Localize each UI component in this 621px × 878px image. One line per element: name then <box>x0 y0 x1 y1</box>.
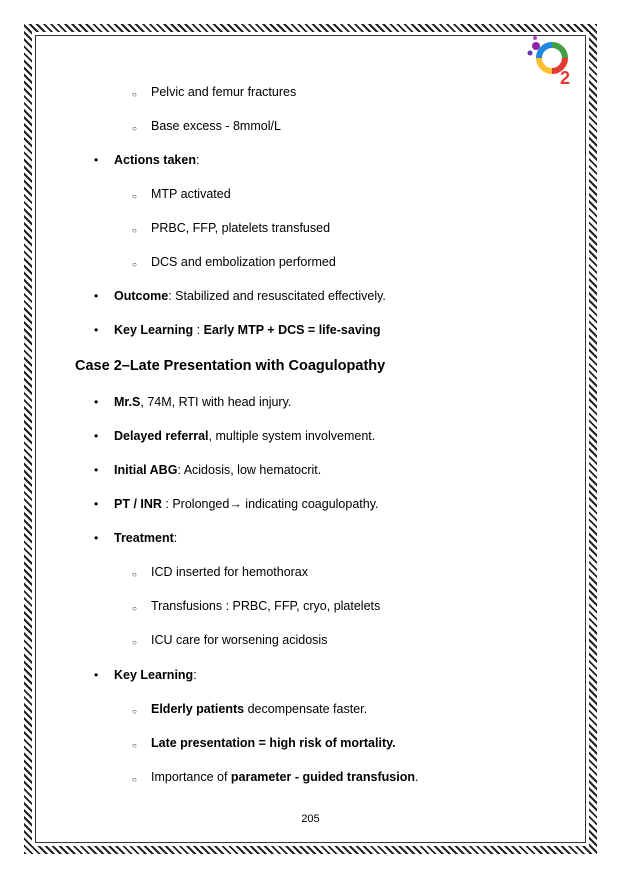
list-item: Delayed referral, multiple system involvement. <box>114 429 376 443</box>
circle-bullet-icon: ○ <box>132 124 137 133</box>
list-item: DCS and embolization performed <box>151 255 336 269</box>
list-item-actions: Actions taken: <box>114 153 200 167</box>
disc-bullet-icon: • <box>94 153 99 167</box>
list-item: PT / INR : Prolonged→ indicating coagulopathy. <box>114 497 379 511</box>
disc-bullet-icon: • <box>94 668 99 682</box>
disc-bullet-icon: • <box>94 323 99 337</box>
disc-bullet-icon: • <box>94 289 99 303</box>
circle-bullet-icon: ○ <box>132 90 137 99</box>
disc-bullet-icon: • <box>94 395 99 409</box>
circle-bullet-icon: ○ <box>132 775 137 784</box>
circle-bullet-icon: ○ <box>132 570 137 579</box>
svg-text:2: 2 <box>560 68 571 88</box>
circle-bullet-icon: ○ <box>132 638 137 647</box>
list-item-outcome: Outcome: Stabilized and resuscitated effectively. <box>114 289 386 303</box>
o2-logo-icon <box>522 36 578 88</box>
list-item: PRBC, FFP, platelets transfused <box>151 221 331 235</box>
circle-bullet-icon: ○ <box>132 707 137 716</box>
list-item: Importance of parameter - guided transfusion. <box>151 770 419 784</box>
circle-bullet-icon: ○ <box>132 226 137 235</box>
list-item-key-learning: Key Learning : Early MTP + DCS = life-saving <box>114 323 381 337</box>
circle-bullet-icon: ○ <box>132 741 137 750</box>
list-item: Transfusions : PRBC, FFP, cryo, platelets <box>151 599 381 613</box>
list-item: Key Learning: <box>114 668 197 682</box>
list-item: Mr.S, 74M, RTI with head injury. <box>114 395 292 409</box>
list-item: Late presentation = high risk of mortality. <box>151 736 396 750</box>
list-item: ICU care for worsening acidosis <box>151 633 328 647</box>
disc-bullet-icon: • <box>94 497 99 511</box>
disc-bullet-icon: • <box>94 531 99 545</box>
list-item: Pelvic and femur fractures <box>151 85 297 99</box>
disc-bullet-icon: • <box>94 463 99 477</box>
circle-bullet-icon: ○ <box>132 260 137 269</box>
list-item: MTP activated <box>151 187 231 201</box>
list-item: Elderly patients decompensate faster. <box>151 702 368 716</box>
list-item: Base excess - 8mmol/L <box>151 119 281 133</box>
section-heading: Case 2–Late Presentation with Coagulopathy <box>75 358 386 374</box>
list-item: Initial ABG: Acidosis, low hematocrit. <box>114 463 322 477</box>
list-item: Treatment: <box>114 531 178 545</box>
circle-bullet-icon: ○ <box>132 604 137 613</box>
circle-bullet-icon: ○ <box>132 192 137 201</box>
disc-bullet-icon: • <box>94 429 99 443</box>
list-item: ICD inserted for hemothorax <box>151 565 309 579</box>
page-number: 205 <box>301 813 320 825</box>
